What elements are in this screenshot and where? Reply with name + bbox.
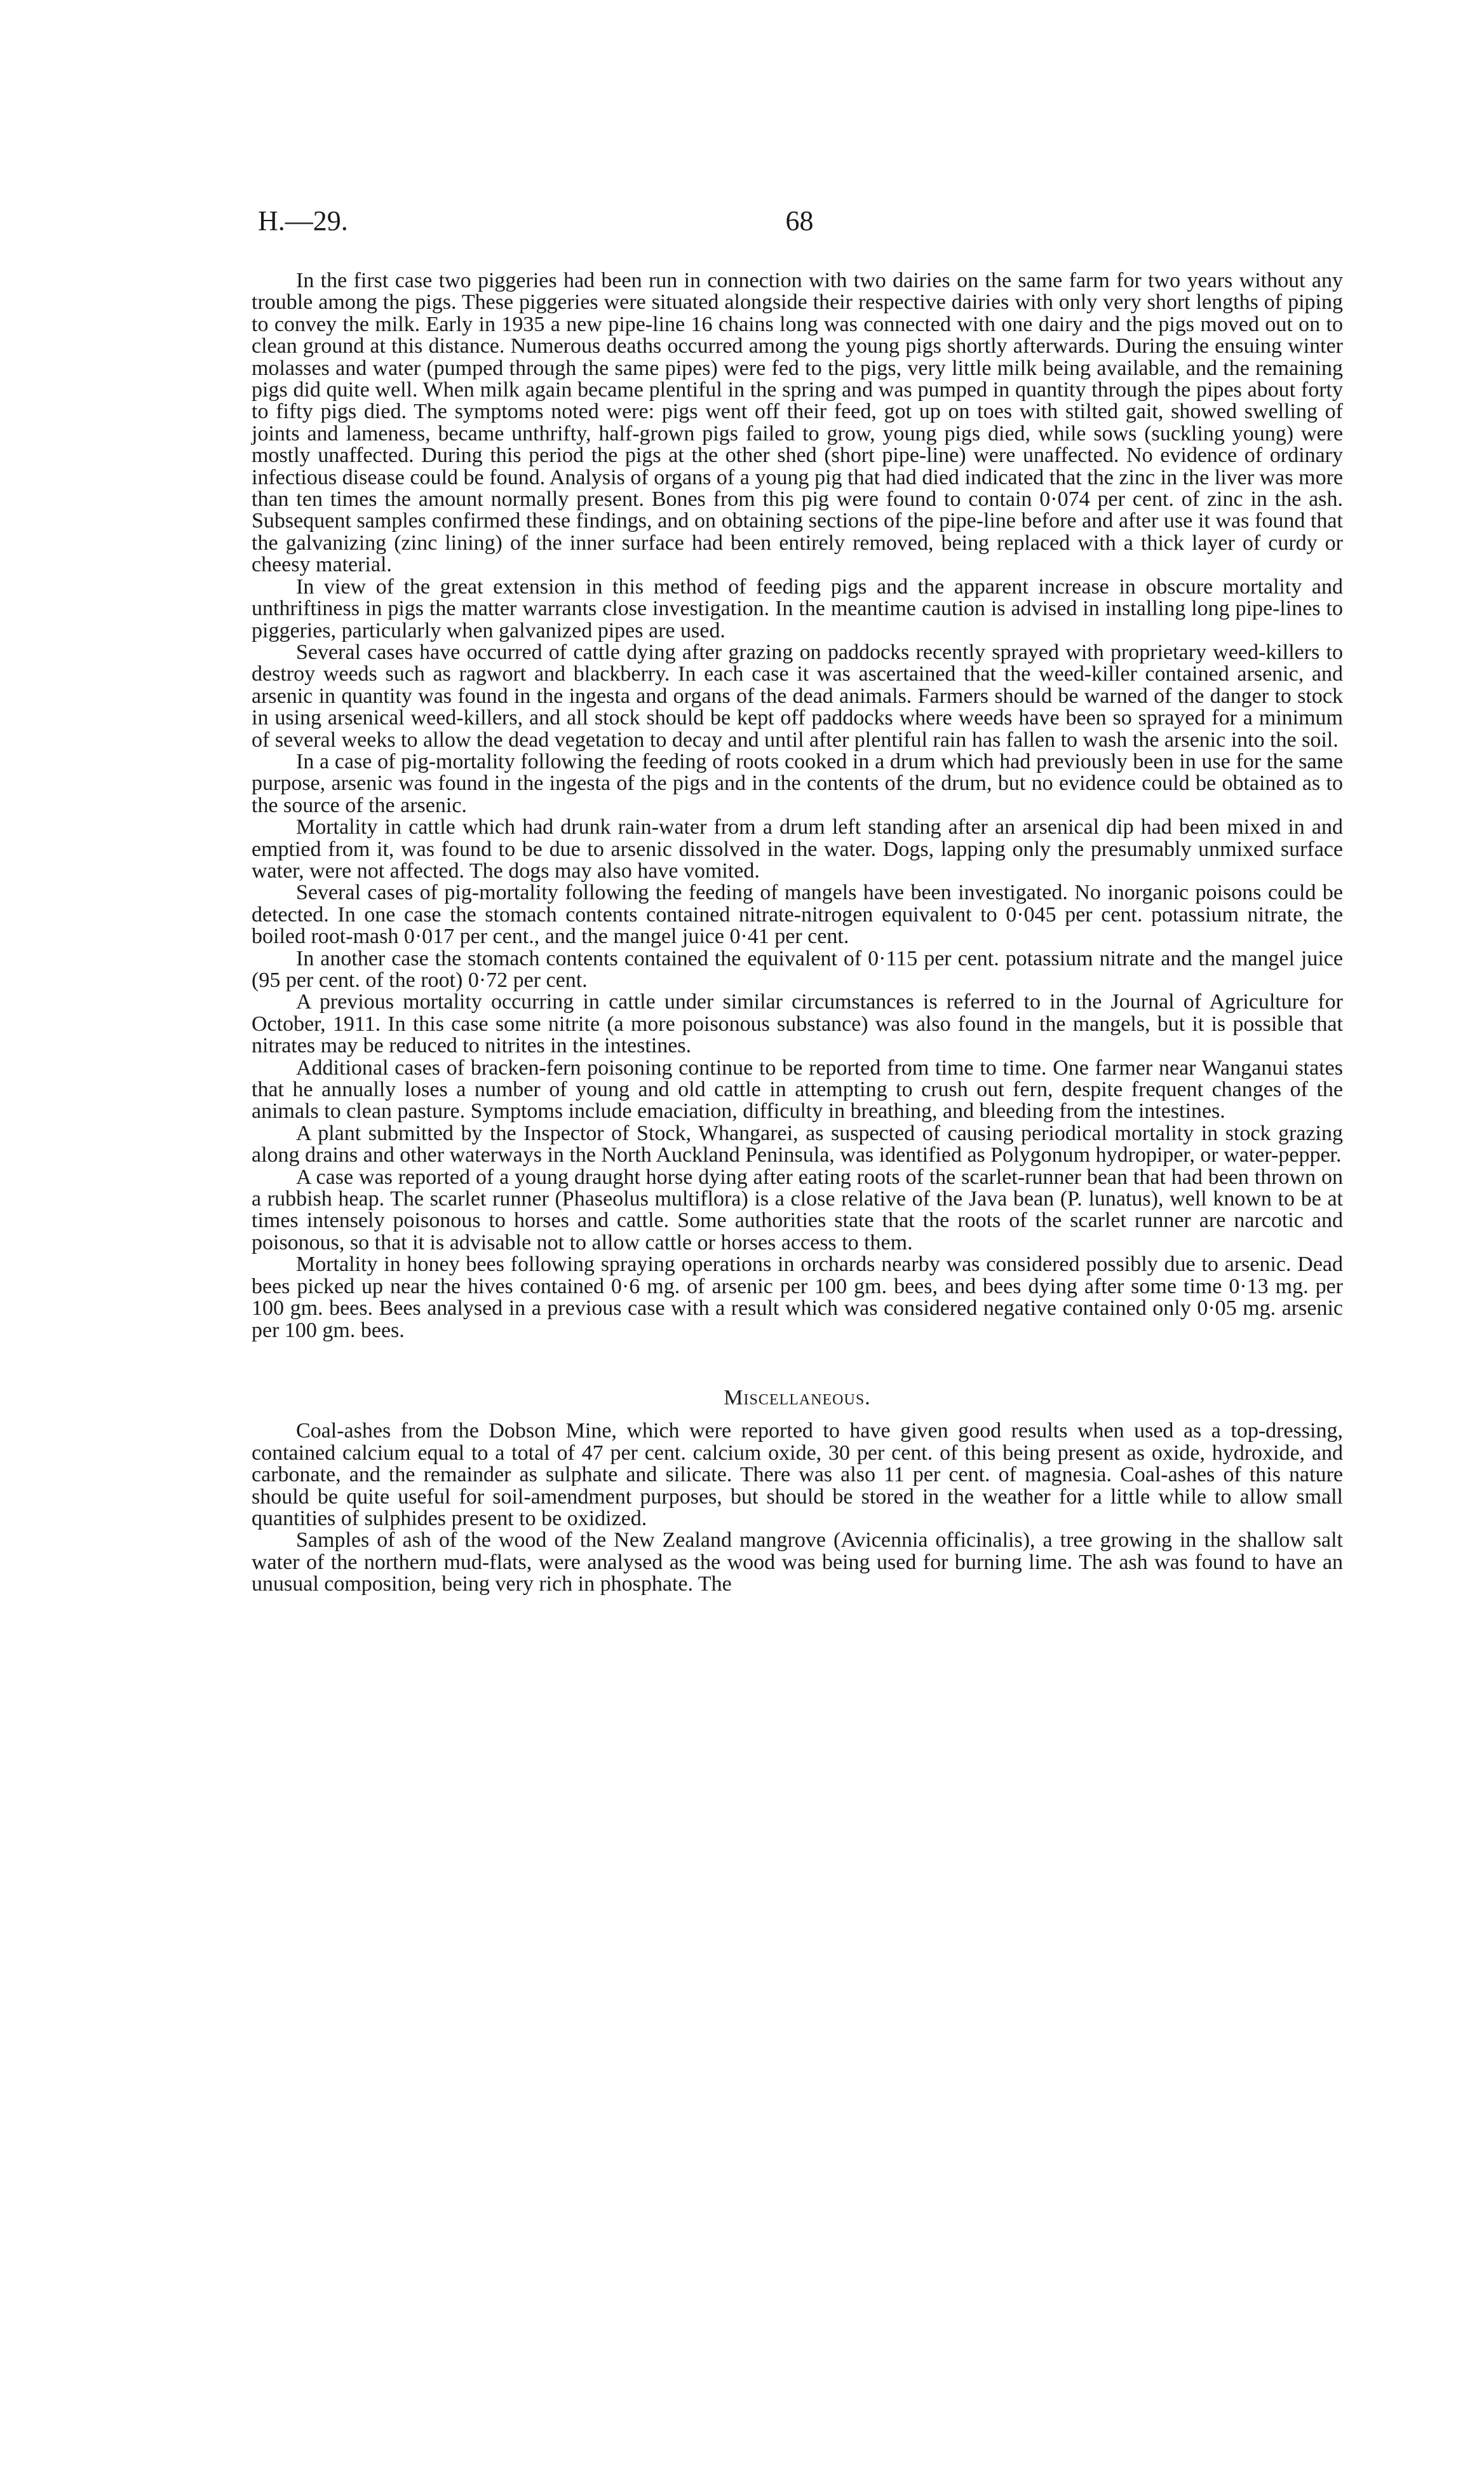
paragraph: Additional cases of bracken-fern poisoning continue to be reported from time to time. One farmer near Wanganui states that he annually loses a number of young and old cattle in attempting to crush out fern, despite frequent changes of the animals to clean pasture. Symptoms include emaciation, difficulty in breathing, and bleeding from the intestines. <box>252 1056 1343 1124</box>
paragraph: Samples of ash of the wood of the New Zealand mangrove (Avicennia officinalis), a tree growing in the shallow salt water of the northern mud-flats, were analysed as the wood was being used for burning lime. The ash was found to have an unusual composition, being very rich in phosphate. The <box>252 1528 1343 1596</box>
page-number: 68 <box>785 205 814 236</box>
report-reference: H.—29. <box>258 205 348 236</box>
paragraph: A plant submitted by the Inspector of Stock, Whangarei, as suspected of causing periodical mortality in stock grazing along drains and other waterways in the North Auckland Peninsula, was identified as Polygonum hydropiper, or water-pepper. <box>252 1121 1343 1167</box>
paragraph: In a case of pig-mortality following the feeding of roots cooked in a drum which had previously been in use for the same purpose, arsenic was found in the ingesta of the pigs and in the contents of the drum, but no evidence could be obtained as to the source of the arsenic. <box>252 749 1343 817</box>
paragraph: A case was reported of a young draught horse dying after eating roots of the scarlet-runner bean that had been thrown on a rubbish heap. The scarlet runner (Phaseolus multiflora) is a close relative of the Java bean (P. lunatus), well known to be at times intensely poisonous to horses and cattle. Some authorities state that the roots of the scarlet runner are narcotic and poisonous, so that it is advisable not to allow cattle or horses access to them. <box>252 1165 1343 1254</box>
paragraph: A previous mortality occurring in cattle under similar circumstances is referred to in the Journal of Agriculture for October, 1911. In this case some nitrite (a more poisonous substance) was also found in the mangels, but it is possible that nitrates may be reduced to nitrites in the intestines. <box>252 990 1343 1058</box>
paragraph: In another case the stomach contents contained the equivalent of 0·115 per cent. potassium nitrate and the mangel juice (95 per cent. of the root) 0·72 per cent. <box>252 946 1343 992</box>
paragraph: In the first case two piggeries had been run in connection with two dairies on the same farm for two years without any trouble among the pigs. These piggeries were situated alongside their respective dairies with only very short lengths of piping to convey the milk. Early in 1935 a new pipe-line 16 chains long was connected with one dairy and the pigs moved out on to clean ground at this distance. Numerous deaths occurred among the young pigs shortly afterwards. During the ensuing winter molasses and water (pumped through the same pipes) were fed to the pigs, very little milk being available, and the remaining pigs did quite well. When milk again became plentiful in the spring and was pumped in quantity through the pipes about forty to fifty pigs died. The symptoms noted were: pigs went off their feed, got up on toes with stilted gait, showed swelling of joints and lameness, became unthrifty, half-grown pigs failed to grow, young pigs died, while sows (suckling young) were mostly unaffected. During this period the pigs at the other shed (short pipe-line) were unaffected. No evidence of ordinary infectious disease could be found. Analysis of organs of a young pig that had died indicated that the zinc in the liver was more than ten times the amount normally present. Bones from this pig were found to contain 0·074 per cent. of zinc in the ash. Subsequent samples confirmed these findings, and on obtaining sections of the pipe-line before and after use it was found that the galvanizing (zinc lining) of the inner surface had been entirely removed, being replaced with a thick layer of curdy or cheesy material. <box>252 269 1343 577</box>
section-heading: Miscellaneous. <box>724 1385 871 1409</box>
paragraph: Mortality in honey bees following spraying operations in orchards nearby was considered possibly due to arsenic. Dead bees picked up near the hives contained 0·6 mg. of arsenic per 100 gm. bees, and bees dying after some time 0·13 mg. per 100 gm. bees. Bees analysed in a previous case with a result which was considered negative contained only 0·05 mg. arsenic per 100 gm. bees. <box>252 1253 1343 1342</box>
paragraph: In view of the great extension in this method of feeding pigs and the apparent increase in obscure mortality and unthriftiness in pigs the matter warrants close investigation. In the meantime caution is advised in installing long pipe-lines to piggeries, particularly when galvanized pipes are used. <box>252 574 1343 642</box>
paragraph: Mortality in cattle which had drunk rain-water from a drum left standing after an arsenical dip had been mixed in and emptied from it, was found to be due to arsenic dissolved in the water. Dogs, lapping only the presumably unmixed surface water, were not affected. The dogs may also have vomited. <box>252 815 1343 883</box>
paragraph: Several cases have occurred of cattle dying after grazing on paddocks recently sprayed with proprietary weed-killers to destroy weeds such as ragwort and blackberry. In each case it was ascertained that the weed-killer contained arsenic, and arsenic in quantity was found in the ingesta and organs of the dead animals. Farmers should be warned of the danger to stock in using arsenical weed-killers, and all stock should be kept off paddocks where weeds have been so sprayed for a minimum of several weeks to allow the dead vegetation to decay and until after plentiful rain has fallen to wash the arsenic into the soil. <box>252 640 1343 752</box>
page-header <box>258 202 1341 240</box>
paragraph: Coal-ashes from the Dobson Mine, which were reported to have given good results when used as a top-dressing, contained calcium equal to a total of 47 per cent. calcium oxide, 30 per cent. of this being present as oxide, hydroxide, and carbonate, and the remainder as sulphate and silicate. There was also 11 per cent. of magnesia. Coal-ashes of this nature should be quite useful for soil-amendment purposes, but should be stored in the weather for a little while to allow small quantities of sulphides present to be oxidized. <box>252 1419 1343 1530</box>
paragraph: Several cases of pig-mortality following the feeding of mangels have been investigated. No inorganic poisons could be detected. In one case the stomach contents contained nitrate-nitrogen equivalent to 0·045 per cent. potassium nitrate, the boiled root-mash 0·017 per cent., and the mangel juice 0·41 per cent. <box>252 881 1343 949</box>
body-text <box>252 270 1343 1596</box>
